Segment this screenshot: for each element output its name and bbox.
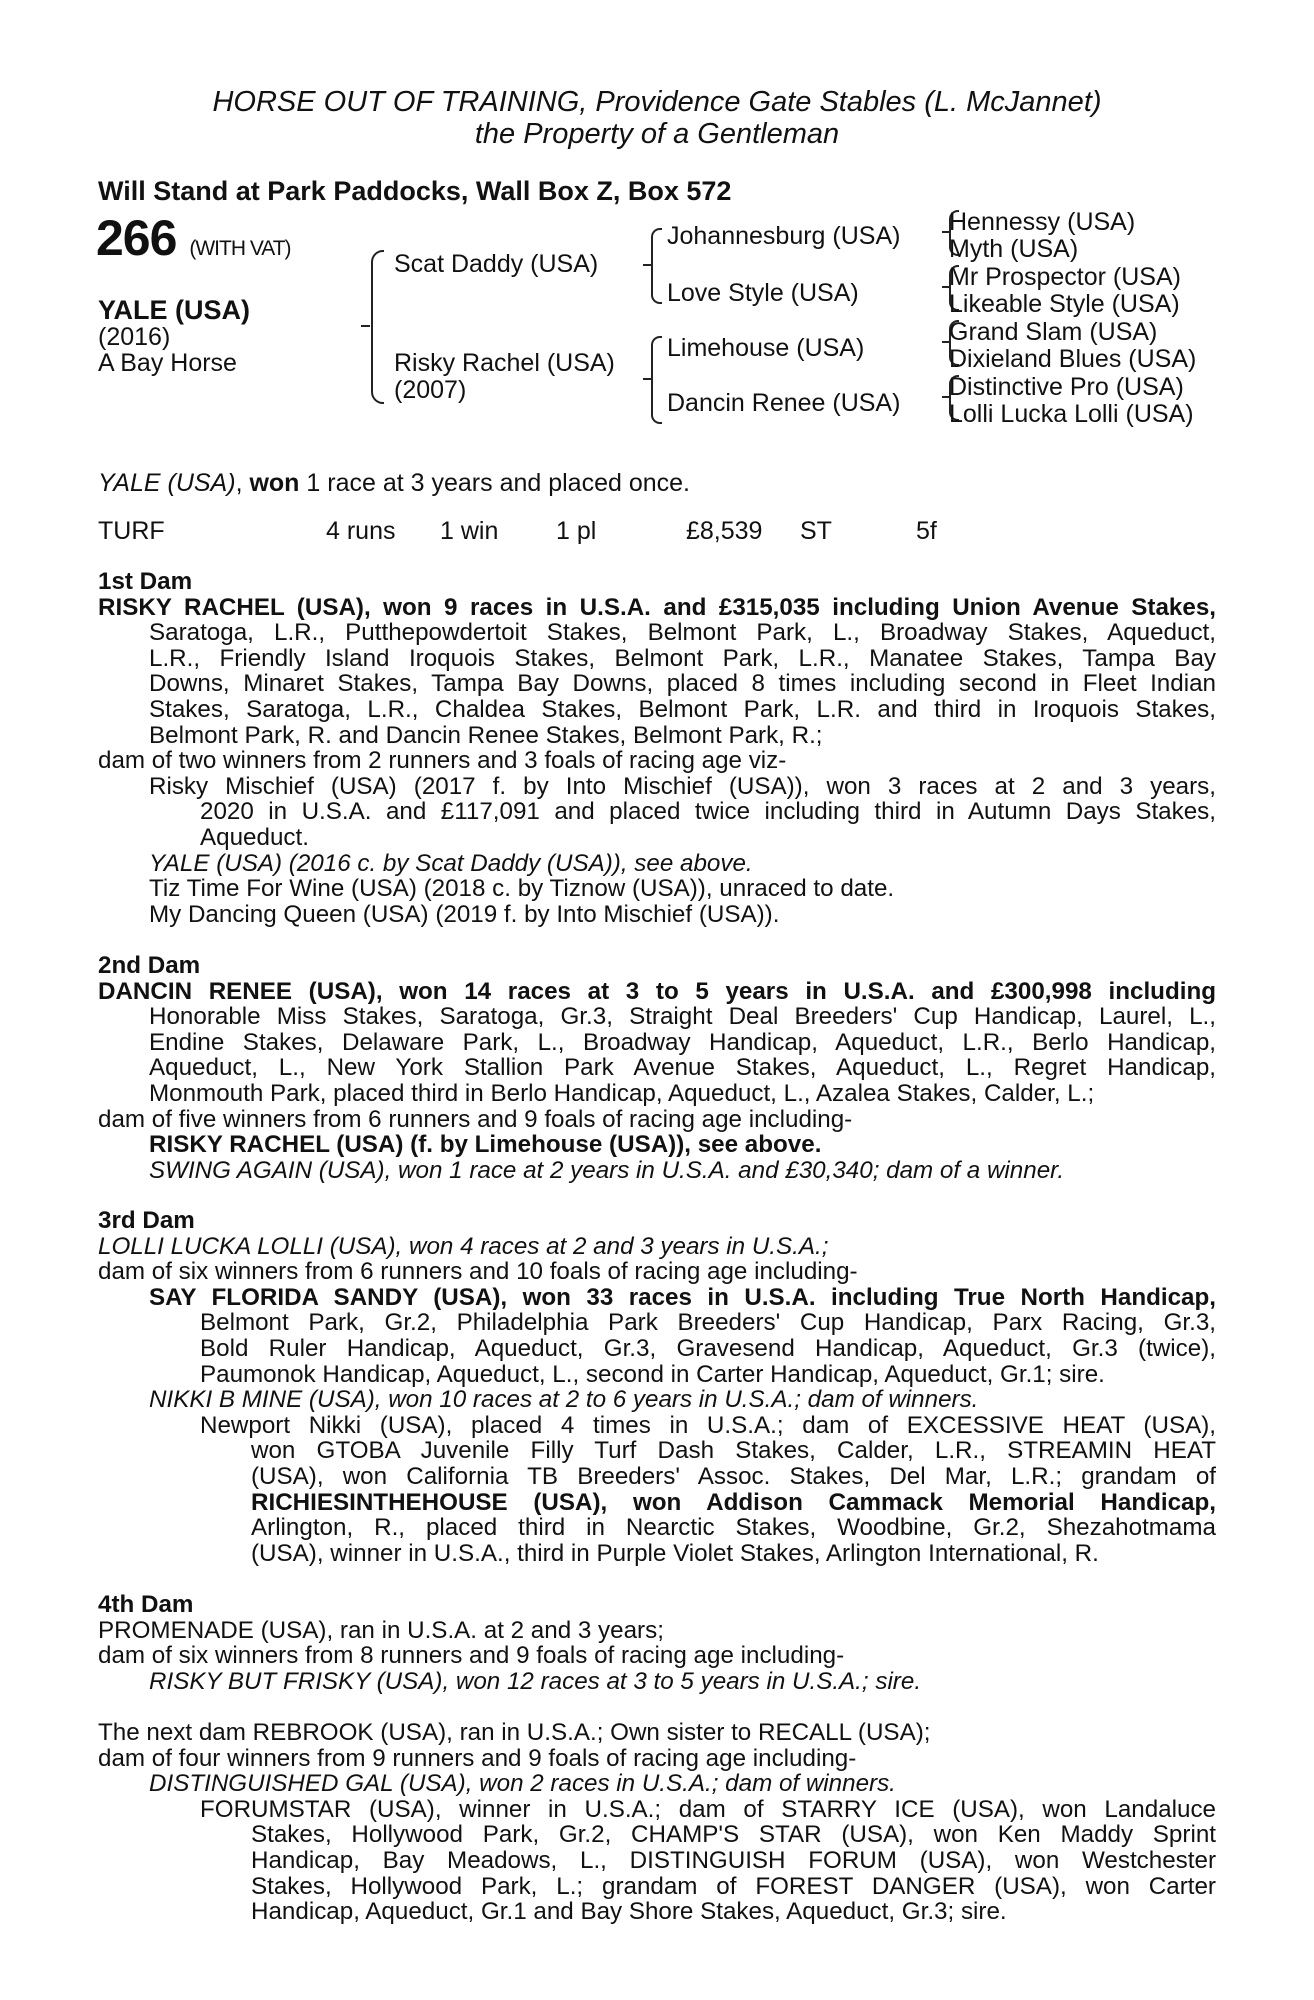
- text-line: DISTINGUISHED GAL (USA), won 2 races in U.S.A.; dam of winners.: [149, 1771, 896, 1797]
- text-line: dam of six winners from 8 runners and 9 foals of racing age including-: [98, 1643, 845, 1669]
- text-line: NIKKI B MINE (USA), won 10 races at 2 to 6 years in U.S.A.; dam of winners.: [149, 1387, 979, 1413]
- text-line: RISKY RACHEL (USA), won 9 races in U.S.A. and £315,035 including Union Avenue Stakes,: [98, 594, 1216, 621]
- text-line: Newport Nikki (USA), placed 4 times in U.S.A.; dam of EXCESSIVE HEAT (USA),: [200, 1412, 1216, 1439]
- catalogue-header-line2: the Property of a Gentleman: [474, 118, 840, 150]
- summary-won: won: [249, 469, 300, 497]
- pedigree-sire-dam: Love Style (USA): [667, 279, 859, 307]
- text-line: Belmont Park, R. and Dancin Renee Stakes, Belmont Park, R.;: [149, 722, 823, 749]
- pedigree-ggsire-2: Mr Prospector (USA): [949, 263, 1181, 291]
- text-line: 2020 in U.S.A. and £117,091 and placed twice including third in Autumn Days Stakes,: [200, 799, 1216, 825]
- stat-race-type: ST: [800, 517, 832, 545]
- stand-location: Will Stand at Park Paddocks, Wall Box Z, Box 572: [98, 176, 732, 206]
- text-line: Monmouth Park, placed third in Berlo Handicap, Aqueduct, L., Azalea Stakes, Calder, L.;: [149, 1080, 1095, 1107]
- text-line: RISKY BUT FRISKY (USA), won 12 races at 3 to 5 years in U.S.A.; sire.: [149, 1668, 922, 1695]
- text-line: My Dancing Queen (USA) (2019 f. by Into Mischief (USA)).: [149, 901, 780, 928]
- text-line: FORUMSTAR (USA), winner in U.S.A.; dam of STARRY ICE (USA), won Landaluce: [200, 1796, 1216, 1823]
- pedigree-sire: Scat Daddy (USA): [394, 250, 599, 278]
- pedigree-ggdam-1: Myth (USA): [949, 235, 1079, 263]
- text-line: SAY FLORIDA SANDY (USA), won 33 races in U.S.A. including True North Handicap,: [149, 1284, 1216, 1311]
- race-summary: [98, 469, 690, 498]
- text-line: RICHIESINTHEHOUSE (USA), won Addison Cammack Memorial Handicap,: [251, 1489, 1216, 1516]
- text-line: PROMENADE (USA), ran in U.S.A. at 2 and 3 years;: [98, 1617, 664, 1644]
- text-line: Bold Ruler Handicap, Aqueduct, Gr.3, Gravesend Handicap, Aqueduct, Gr.3 (twice),: [200, 1335, 1216, 1362]
- text-line: Tiz Time For Wine (USA) (2018 c. by Tiznow (USA)), unraced to date.: [149, 876, 895, 902]
- pedigree-ggdam-4: Lolli Lucka Lolli (USA): [949, 400, 1194, 428]
- text-line: Aqueduct.: [200, 824, 309, 851]
- text-line: dam of four winners from 9 runners and 9 foals of racing age including-: [98, 1745, 857, 1772]
- sire-line-brace: [651, 228, 662, 304]
- brace-tick: [361, 325, 370, 327]
- text-line: dam of two winners from 2 runners and 3 foals of racing age viz-: [98, 748, 787, 774]
- text-line: Arlington, R., placed third in Nearctic Stakes, Woodbine, Gr.2, Shezahotmama: [251, 1515, 1216, 1541]
- lot-number-value: 266: [96, 210, 177, 266]
- lot-number: [96, 209, 291, 267]
- vat-note: (WITH VAT): [189, 237, 291, 260]
- stat-wins: 1 win: [440, 517, 499, 545]
- text-line: Stakes, Saratoga, L.R., Chaldea Stakes, Belmont Park, L.R. and third in Iroquois Stakes,: [149, 696, 1216, 723]
- stat-earnings: £8,539: [686, 517, 763, 545]
- summary-rest: 1 race at 3 years and placed once.: [299, 469, 690, 497]
- stat-surface: TURF: [98, 517, 165, 545]
- text-line: Handicap, Aqueduct, Gr.1 and Bay Shore Stakes, Aqueduct, Gr.3; sire.: [251, 1899, 1007, 1925]
- section-1st-dam: [98, 569, 1216, 927]
- text-line: Belmont Park, Gr.2, Philadelphia Park Breeders' Cup Handicap, Parx Racing, Gr.3,: [200, 1310, 1216, 1336]
- catalogue-header-line1: HORSE OUT OF TRAINING, Providence Gate Stables (L. McJannet): [212, 86, 1102, 118]
- text-line: Paumonok Handicap, Aqueduct, L., second in Carter Handicap, Aqueduct, Gr.1; sire.: [200, 1361, 1105, 1388]
- pedigree-dam-sire: Limehouse (USA): [667, 334, 865, 362]
- stat-places: 1 pl: [556, 517, 597, 545]
- pedigree-ggdam-2: Likeable Style (USA): [949, 290, 1180, 318]
- horse-year: (2016): [98, 323, 171, 351]
- brace-tick: [643, 264, 652, 266]
- section-heading: 2nd Dam: [98, 953, 201, 979]
- pedigree-ggsire-3: Grand Slam (USA): [949, 318, 1158, 346]
- pedigree-ggsire-1: Hennessy (USA): [949, 208, 1136, 236]
- summary-separator: ,: [235, 469, 250, 497]
- text-line: Handicap, Bay Meadows, L., DISTINGUISH FORUM (USA), won Westchester: [251, 1847, 1216, 1874]
- pedigree-dam-dam: Dancin Renee (USA): [667, 389, 901, 417]
- pedigree-ggdam-3: Dixieland Blues (USA): [949, 345, 1197, 373]
- text-line: DANCIN RENEE (USA), won 14 races at 3 to 5 years in U.S.A. and £300,998 including: [98, 978, 1216, 1005]
- section-next-dam: [98, 1720, 1216, 1925]
- text-line: LOLLI LUCKA LOLLI (USA), won 4 races at 2 and 3 years in U.S.A.;: [98, 1233, 829, 1260]
- pedigree-main-brace: [371, 250, 384, 404]
- text-line: Stakes, Hollywood Park, Gr.2, CHAMP'S STAR (USA), won Ken Maddy Sprint: [251, 1822, 1216, 1848]
- brace-tick: [643, 378, 652, 380]
- text-line: Saratoga, L.R., Putthepowdertoit Stakes, Belmont Park, L., Broadway Stakes, Aqueduct,: [149, 620, 1216, 646]
- pedigree-dam-year: (2007): [394, 376, 467, 404]
- section-heading: 3rd Dam: [98, 1208, 195, 1234]
- text-line: (USA), winner in U.S.A., third in Purple Violet Stakes, Arlington International, R.: [251, 1540, 1099, 1567]
- pedigree-dam: Risky Rachel (USA): [394, 349, 615, 377]
- text-line: SWING AGAIN (USA), won 1 race at 2 years in U.S.A. and £30,340; dam of a winner.: [149, 1157, 1065, 1184]
- horse-name: YALE (USA): [98, 295, 251, 325]
- text-line: The next dam REBROOK (USA), ran in U.S.A.; Own sister to RECALL (USA);: [98, 1720, 931, 1746]
- pedigree-ggsire-4: Distinctive Pro (USA): [949, 373, 1184, 401]
- text-line: dam of five winners from 6 runners and 9 foals of racing age including-: [98, 1106, 853, 1133]
- text-line: Stakes, Hollywood Park, L.; grandam of FOREST DANGER (USA), won Carter: [251, 1873, 1216, 1900]
- section-heading: 4th Dam: [98, 1592, 194, 1618]
- text-line: Risky Mischief (USA) (2017 f. by Into Mischief (USA)), won 3 races at 2 and 3 years,: [149, 773, 1216, 800]
- summary-horse-name: YALE (USA): [98, 469, 236, 497]
- section-heading: 1st Dam: [98, 569, 193, 595]
- text-line: YALE (USA) (2016 c. by Scat Daddy (USA)), see above.: [149, 850, 753, 877]
- text-line: L.R., Friendly Island Iroquois Stakes, Belmont Park, L.R., Manatee Stakes, Tampa Bay: [149, 645, 1216, 672]
- text-line: Honorable Miss Stakes, Saratoga, Gr.3, Straight Deal Breeders' Cup Handicap, Laurel, L.,: [149, 1004, 1216, 1030]
- horse-description: A Bay Horse: [98, 349, 237, 377]
- text-line: (USA), won California TB Breeders' Assoc. Stakes, Del Mar, L.R.; grandam of: [251, 1463, 1216, 1490]
- text-line: RISKY RACHEL (USA) (f. by Limehouse (USA)), see above.: [149, 1132, 822, 1158]
- text-line: won GTOBA Juvenile Filly Turf Dash Stakes, Calder, L.R., STREAMIN HEAT: [251, 1438, 1216, 1464]
- dam-line-brace: [651, 336, 662, 424]
- section-4th-dam: [98, 1592, 1216, 1694]
- text-line: Aqueduct, L., New York Stallion Park Avenue Stakes, Aqueduct, L., Regret Handicap,: [149, 1055, 1216, 1081]
- text-line: Downs, Minaret Stakes, Tampa Bay Downs, placed 8 times including second in Fleet Indian: [149, 671, 1216, 697]
- pedigree-sire-sire: Johannesburg (USA): [667, 222, 901, 250]
- text-line: Endine Stakes, Delaware Park, L., Broadway Handicap, Aqueduct, L.R., Berlo Handicap,: [149, 1029, 1216, 1056]
- text-line: dam of six winners from 6 runners and 10 foals of racing age including-: [98, 1259, 858, 1285]
- stat-runs: 4 runs: [326, 517, 396, 545]
- section-3rd-dam: [98, 1208, 1216, 1566]
- stat-distance: 5f: [916, 517, 937, 545]
- section-2nd-dam: [98, 953, 1216, 1183]
